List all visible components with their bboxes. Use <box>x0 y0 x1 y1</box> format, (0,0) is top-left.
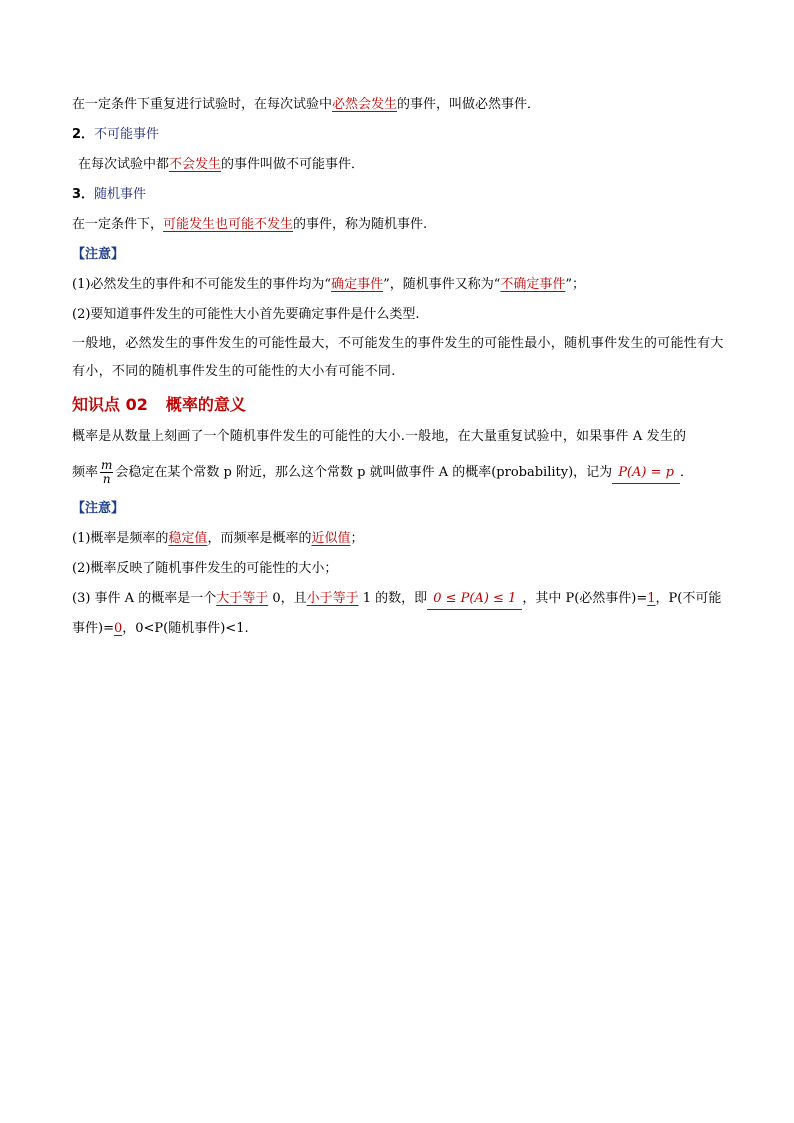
section-heading-impossible-event <box>72 120 724 150</box>
note-label: 【注意】 <box>72 501 125 516</box>
knowledge-point-heading <box>72 388 724 422</box>
answer-blank: 确定事件 <box>331 277 384 292</box>
probability-definition-line-1: 概率是从数量上刻画了一个随机事件发生的可能性的大小.一般地，在大量重复试验中，如果事件 A 发生的 <box>72 429 687 444</box>
text: ”，随机事件又称为“ <box>383 277 501 292</box>
note2-item-3 <box>72 584 724 614</box>
text: 在一定条件下， <box>72 217 164 232</box>
fraction-numerator: m <box>101 458 113 472</box>
answer-blank: 必然会发生 <box>332 97 398 112</box>
formula-blank: P(A) = p <box>612 463 680 484</box>
answer-blank: 稳定值 <box>168 531 208 546</box>
answer-blank: 不会发生 <box>169 157 222 172</box>
text: (3) 事件 A 的概率是一个 <box>72 591 217 606</box>
answer-blank: 1 <box>647 591 656 606</box>
note2-item-1 <box>72 524 724 554</box>
general-statement: 一般地，必然发生的事件发生的可能性最大，不可能发生的事件发生的可能性最小，随机事件发生的可能性有大有小，不同的随机事件发生的可能性的大小有可能不同. <box>72 336 724 379</box>
note2-item-2: (2)概率反映了随机事件发生的可能性的大小； <box>72 561 338 576</box>
text: (1)必然发生的事件和不可能发生的事件均为“ <box>72 277 332 292</box>
answer-blank: 近似值 <box>311 531 351 546</box>
random-event-definition <box>72 210 724 240</box>
certain-event-definition <box>72 90 724 120</box>
text: 的事件，称为随机事件. <box>293 217 428 232</box>
text: ； <box>350 531 364 546</box>
section-title: 随机事件 <box>94 187 147 202</box>
text: 频率 <box>72 465 99 480</box>
text: ，而频率是概率的 <box>207 531 312 546</box>
section-number: 3． <box>72 187 95 202</box>
knowledge-point-title: 概率的意义 <box>165 395 246 414</box>
text: 在一定条件下重复进行试验时，在每次试验中 <box>72 97 333 112</box>
answer-blank: 0 <box>113 621 123 636</box>
section-title: 不可能事件 <box>94 127 160 142</box>
text: ，P(不可能 <box>655 591 722 606</box>
text: ，0<P(随机事件)<1. <box>122 621 249 636</box>
text: ． <box>679 465 693 480</box>
text: (1)概率是频率的 <box>72 531 169 546</box>
note-label: 【注意】 <box>72 247 125 262</box>
fraction-denominator: n <box>102 472 111 486</box>
text: 0，且 <box>268 591 307 606</box>
document-page <box>72 90 724 644</box>
text: 的事件，叫做必然事件． <box>397 97 541 112</box>
answer-blank: 大于等于 <box>216 591 269 606</box>
section-heading-random-event <box>72 180 724 210</box>
knowledge-point-number: 知识点 02 <box>72 395 148 414</box>
text: 事件)= <box>72 621 114 636</box>
frequency-fraction <box>100 459 113 486</box>
answer-blank: 小于等于 <box>306 591 359 606</box>
text: 1 的数，即 <box>358 591 428 606</box>
impossible-event-definition <box>72 150 724 180</box>
text: 会稳定在某个常数 p 附近，那么这个常数 p 就叫做事件 A 的概率(probability)，记为 <box>115 465 613 480</box>
note-item-1 <box>72 270 724 300</box>
text: ，其中 P(必然事件)= <box>522 591 648 606</box>
text: 的事件叫做不可能事件． <box>221 157 365 172</box>
note-item-2: (2)要知道事件发生的可能性大小首先要确定事件是什么类型. <box>72 307 420 322</box>
section-number: 2． <box>72 127 95 142</box>
answer-blank: 不确定事件 <box>500 277 566 292</box>
answer-blank: 可能发生也可能不发生 <box>163 217 294 232</box>
formula-blank: 0 ≤ P(A) ≤ 1 <box>427 589 522 610</box>
text: 在每次试验中都 <box>78 157 170 172</box>
note2-item-3-continued <box>72 614 724 644</box>
text: ”； <box>565 277 586 292</box>
probability-definition-line-2 <box>72 452 724 494</box>
